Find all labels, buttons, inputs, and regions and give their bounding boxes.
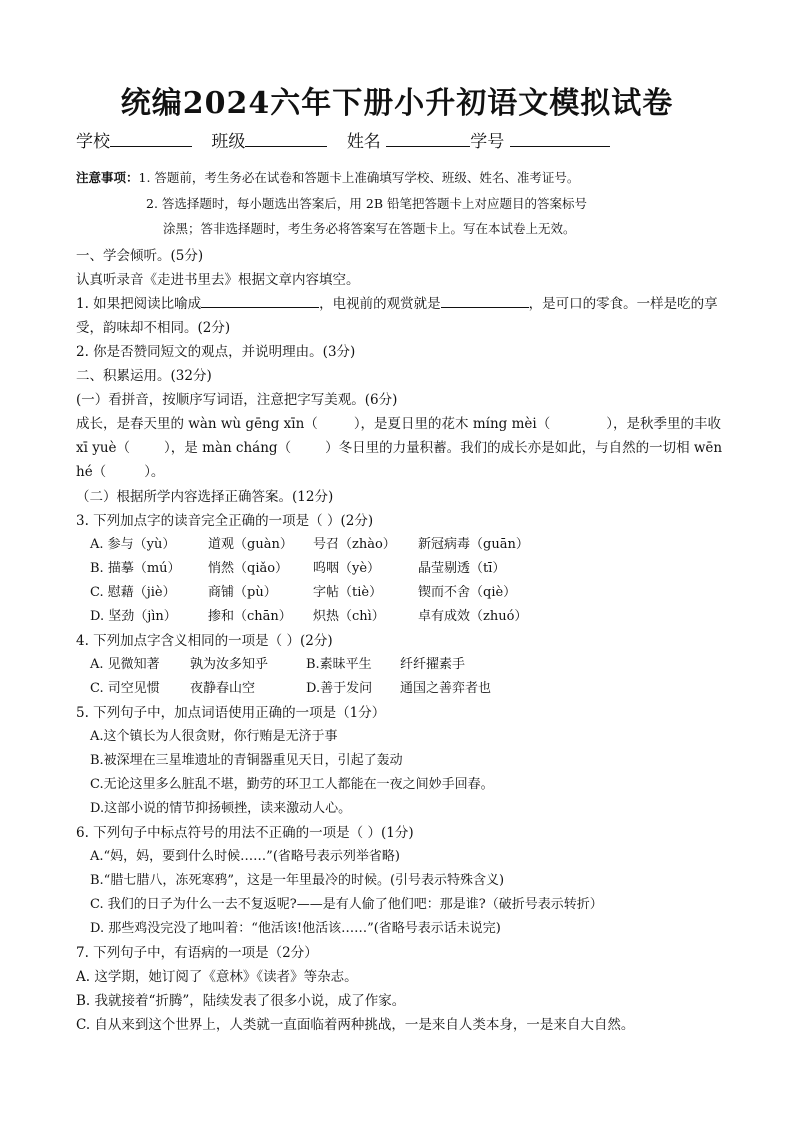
class-label: 班级 [211,132,246,152]
q3-option-b-3: 呜咽（yè） [313,561,381,576]
q3-option-c-3: 字帖（tiè） [313,585,383,600]
question-5-stem: 5. 下列句子中，加点词语使用正确的一项是（1分） [76,705,386,721]
q4-option-b-2: 纤纤擢素手 [400,657,466,672]
q4-option-d-2: 通国之善弈者也 [400,681,492,696]
q3-option-c-1[interactable]: C. 慰藉（jiè） [90,585,176,600]
number-label: 学号 [470,132,505,152]
q5-option-b[interactable]: B.被深埋在三星堆遗址的青铜器重见天日，引起了轰动 [90,753,403,768]
q4-option-c-2: 夜静春山空 [190,681,256,696]
pinyin-text-1: 成长，是春天里的 wàn wù gēng xīn（ [76,416,318,432]
q3-option-d-2: 掺和（chān） [208,609,292,624]
question-1-line-2: 受，韵味却不相同。(2分) [76,320,231,336]
section-1-intro: 认真听录音《走进书里去》根据文章内容填空。 [76,272,360,288]
q6-option-b[interactable]: B.“腊七腊八，冻死寒鸦”，这是一年里最冷的时候。(引号表示特殊含义) [90,873,505,888]
notice-item-2b: 涂黑；答非选择题时，考生务必将答案写在答题卡上。写在本试卷上无效。 [163,221,576,236]
question-7-stem: 7. 下列句子中，有语病的一项是（2分） [76,945,318,961]
q1-text-a: 1. 如果把阅读比喻成 [76,296,202,312]
school-label: 学校 [76,132,110,152]
q4-option-d-1[interactable]: D.善于发问 [306,681,373,696]
pinyin-text-8: ）。 [144,464,165,480]
pinyin-line-2 [76,436,722,456]
q3-option-b-1[interactable]: B. 描摹（mú） [90,561,181,576]
q4-option-b-1[interactable]: B.素昧平生 [306,657,372,672]
q3-option-c-4: 锲而不舍（qiè） [418,585,517,600]
q4-option-c-1[interactable]: C. 司空见惯 [90,681,160,696]
q7-option-c[interactable]: C. 自从来到这个世界上，人类就一直面临着两种挑战，一是来自人类本身，一是来自大自然。 [76,1017,635,1033]
pinyin-line-1 [76,412,721,432]
q1-blank-1[interactable] [201,293,319,308]
q3-option-d-1[interactable]: D. 坚劲（jìn） [90,609,177,624]
name-label: 姓名 [346,132,381,152]
pinyin-text-7: hé（ [76,464,107,480]
q1-text-b: ，电视前的观赏就是 [319,296,441,312]
notice-item-2a: 2. 答选择题时，每小题选出答案后，用 2B 铅笔把答题卡上对应题目的答案标号 [146,196,587,211]
q3-option-b-4: 晶莹剔透（tī） [418,561,506,576]
question-2: 2. 你是否赞同短文的观点，并说明理由。(3分) [76,344,356,360]
question-6-stem: 6. 下列句子中标点符号的用法不正确的一项是（ ）(1分) [76,825,414,841]
part-2-heading: （二）根据所学内容选择正确答案。(12分) [76,489,334,505]
notice-line-1 [76,168,579,186]
q6-option-a[interactable]: A.“妈，妈，要到什么时候……”(省略号表示列举省略) [90,849,400,864]
pinyin-text-6: ）冬日里的力量积蓄。我们的成长亦是如此，与自然的一切相 wēn [325,440,723,456]
pinyin-text-5: ），是 màn cháng（ [164,440,292,456]
notice-item-1: 1. 答题前，考生务必在试卷和答题卡上准确填写学校、班级、姓名、准考证号。 [138,170,580,185]
q7-option-b[interactable]: B. 我就接着“折腾”，陆续发表了很多小说，成了作家。 [76,993,406,1009]
question-4-stem: 4. 下列加点字含义相同的一项是（ ）(2分) [76,633,333,649]
q3-option-d-3: 炽热（chì） [313,609,385,624]
q5-option-a[interactable]: A.这个镇长为人很贪财，你行贿是无济于事 [90,729,338,744]
question-3-stem: 3. 下列加点字的读音完全正确的一项是（ ）(2分) [76,513,374,529]
pinyin-text-4: xī yuè（ [76,440,131,456]
q3-option-a-4: 新冠病毒（guān） [418,537,529,552]
q6-option-c[interactable]: C. 我们的日子为什么一去不复返呢?——是有人偷了他们吧：那是谁?（破折号表示转折） [90,897,603,912]
exam-title: 统编2024六年下册小升初语文模拟试卷 [120,86,674,121]
part-1-heading: (一）看拼音，按顺序写词语，注意把字写美观。(6分) [76,392,398,408]
q4-option-a-1[interactable]: A. 见微知著 [90,657,160,672]
q5-option-d[interactable]: D.这部小说的情节抑扬顿挫，读来激动人心。 [90,801,352,816]
notice-label: 注意事项： [76,170,139,185]
q6-option-d[interactable]: D. 那些鸡没完没了地叫着：“他活该!他活该……”(省略号表示话未说完) [90,921,501,936]
q5-option-c[interactable]: C.无论这里多么脏乱不堪，勤劳的环卫工人都能在一夜之间妙手回春。 [90,777,494,792]
pinyin-text-3: ），是秋季里的丰收 [606,416,721,432]
school-blank[interactable] [110,130,192,147]
q3-option-a-2: 道观（guàn） [208,537,293,552]
q3-option-b-2: 悄然（qiǎo） [208,561,289,576]
class-blank[interactable] [245,130,327,147]
q3-option-d-4: 卓有成效（zhuó） [418,609,528,624]
section-1-heading: 一、学会倾听。(5分) [76,248,204,264]
q7-option-a[interactable]: A. 这学期，她订阅了《意林》《读者》等杂志。 [76,969,358,985]
name-blank[interactable] [386,130,470,147]
question-1-line-1 [76,292,718,312]
number-blank[interactable] [510,130,610,147]
pinyin-text-2: ），是夏日里的花木 míng mèi（ [353,416,551,432]
q3-option-c-2: 商铺（pù） [208,585,277,600]
q1-text-c: ，是可口的零食。一样是吃的享 [528,296,718,312]
q4-option-a-2: 孰为汝多知乎 [190,657,269,672]
student-info-line [76,127,624,152]
pinyin-line-3 [76,460,164,480]
q3-option-a-1[interactable]: A. 参与（yù） [90,537,176,552]
q1-blank-2[interactable] [441,293,529,308]
q3-option-a-3: 号召（zhào） [313,537,396,552]
section-2-heading: 二、积累运用。(32分) [76,368,212,384]
